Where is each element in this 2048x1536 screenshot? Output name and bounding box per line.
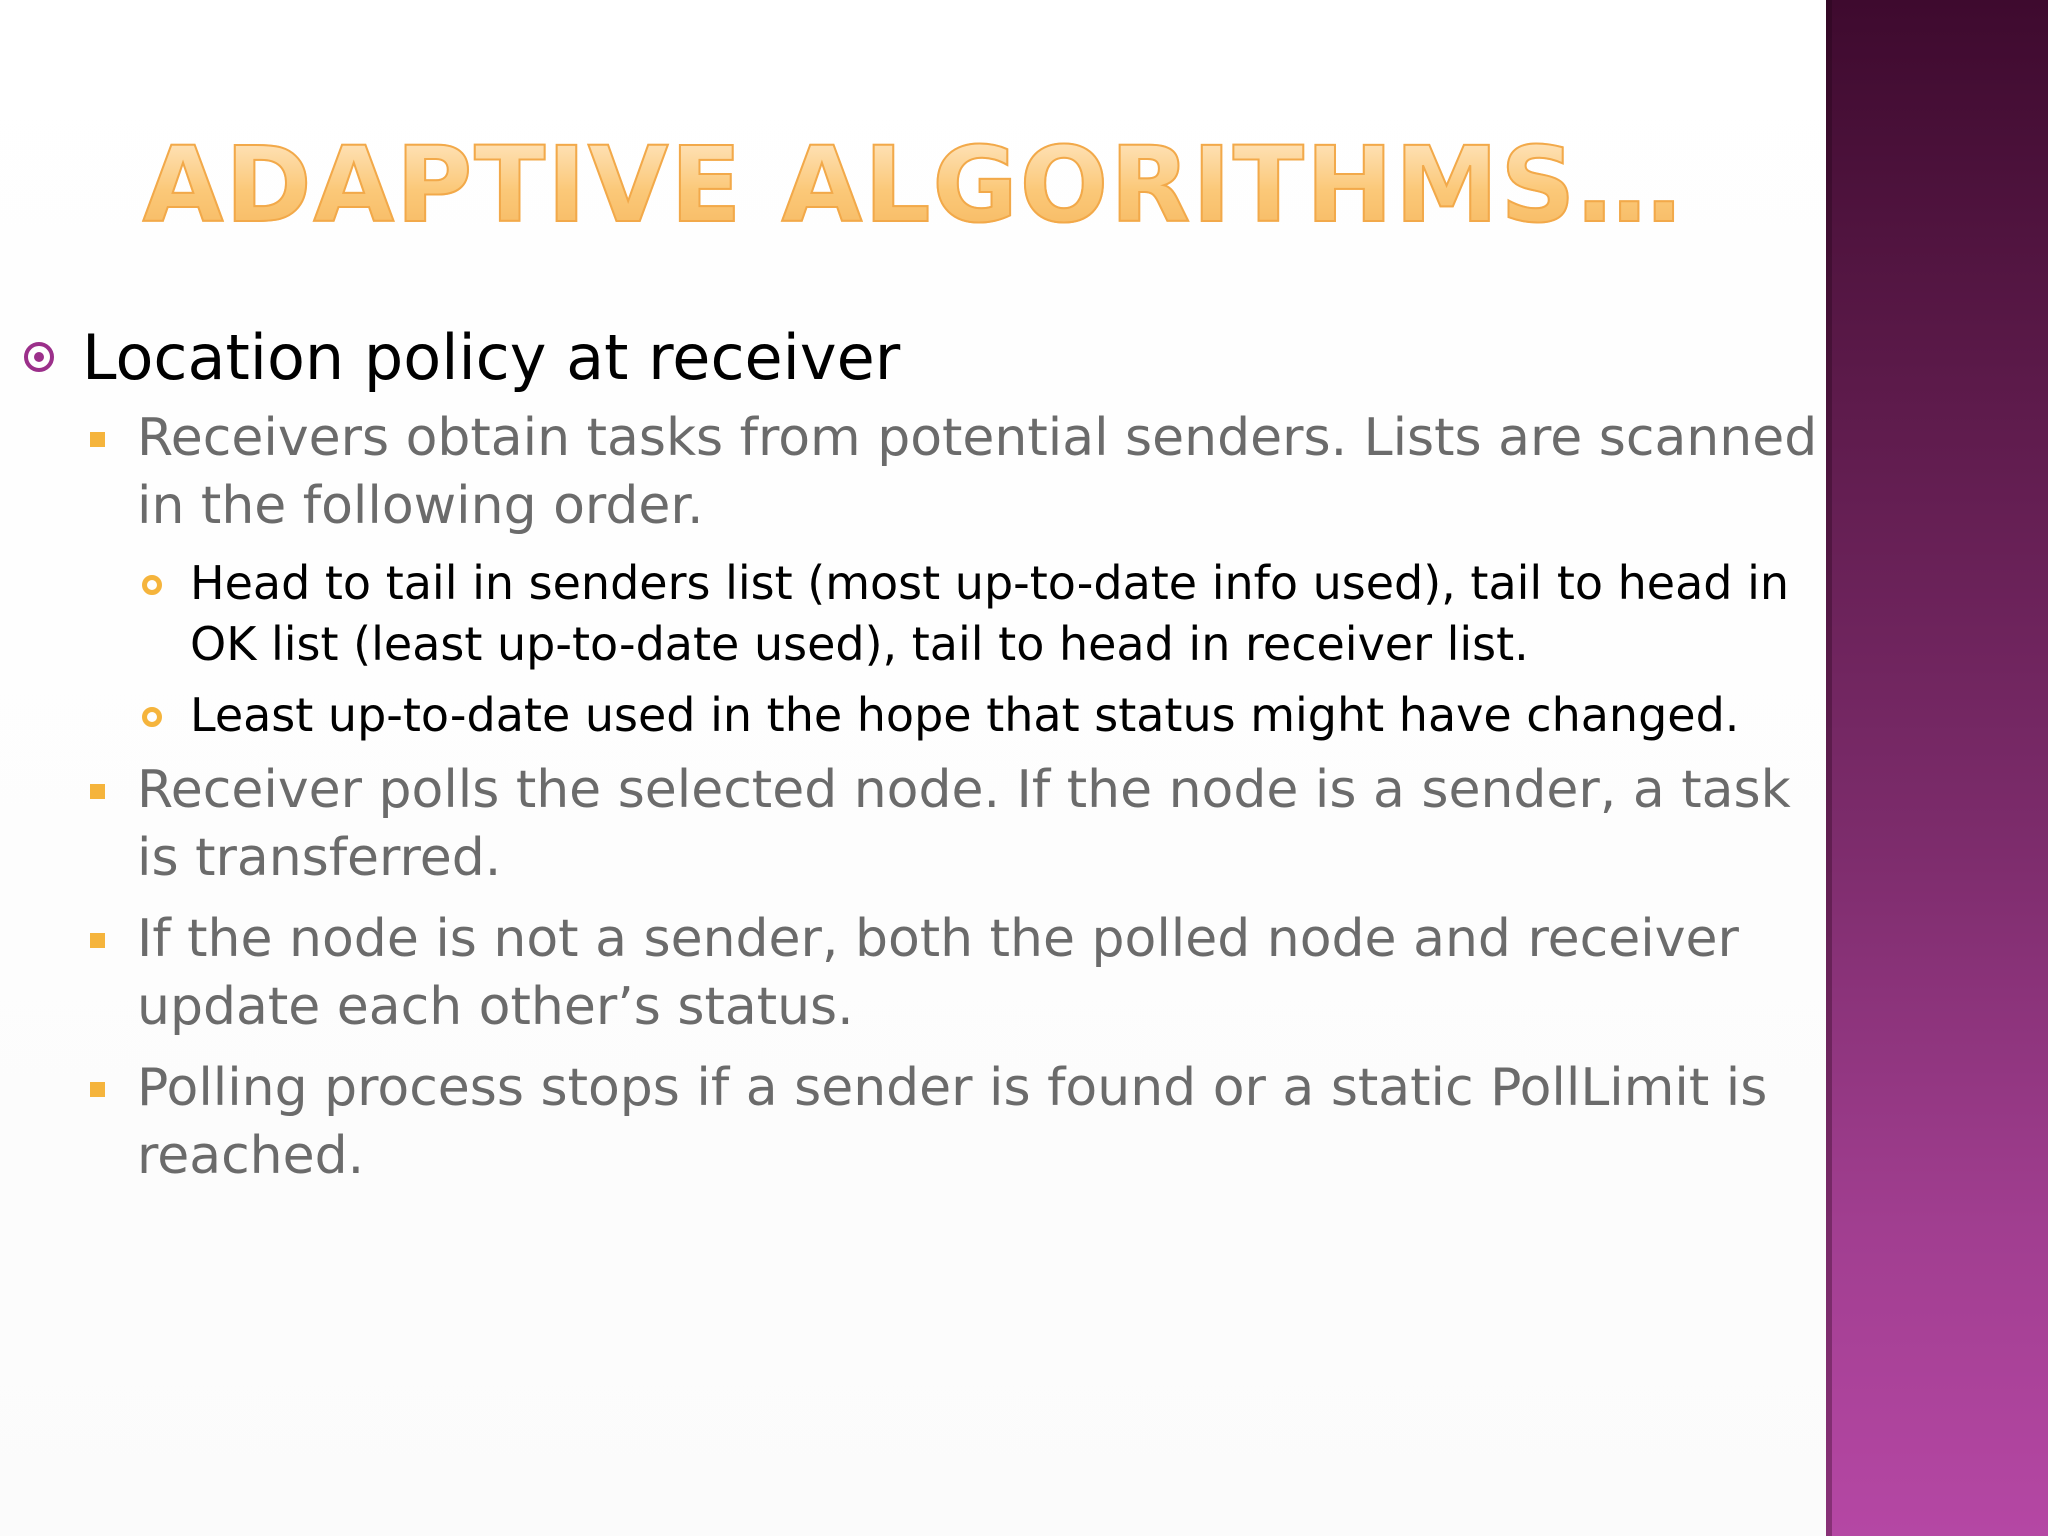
sub-bullet-text: Head to tail in senders list (most up-to-date info used), tail to head in OK list (least up-to-date used), tail to head in receiver list. <box>190 556 1790 671</box>
heading-bullet <box>22 318 1822 398</box>
square-bullet-icon <box>90 933 105 948</box>
square-bullet-icon <box>90 1082 105 1097</box>
slide-body <box>22 318 1822 1203</box>
square-bullet-icon <box>90 784 105 799</box>
ring-bullet-icon <box>142 575 162 595</box>
slide-title: ADAPTIVE ALGORITHMS… <box>0 128 1826 242</box>
bullet-text: If the node is not a sender, both the polled node and receiver update each other’s status. <box>137 909 1739 1037</box>
bullet-item <box>22 905 1822 1041</box>
square-bullet-icon <box>90 432 105 447</box>
bullet-text: Receiver polls the selected node. If the node is a sender, a task is transferred. <box>137 760 1791 888</box>
ring-bullet-icon <box>142 707 162 727</box>
bullet-text: Polling process stops if a sender is found or a static PollLimit is reached. <box>137 1058 1768 1186</box>
decorative-sidebar <box>1826 0 2048 1536</box>
sub-bullet-text: Least up-to-date used in the hope that status might have changed. <box>190 688 1740 742</box>
bullet-item <box>22 404 1822 540</box>
bullet-item <box>22 756 1822 892</box>
sub-bullet-item <box>22 553 1822 675</box>
sub-bullet-item <box>22 685 1822 746</box>
bullet-item <box>22 1054 1822 1190</box>
bullet-text: Receivers obtain tasks from potential senders. Lists are scanned in the following order. <box>137 408 1818 536</box>
circle-dot-icon <box>24 342 54 372</box>
heading-text: Location policy at receiver <box>82 321 901 394</box>
